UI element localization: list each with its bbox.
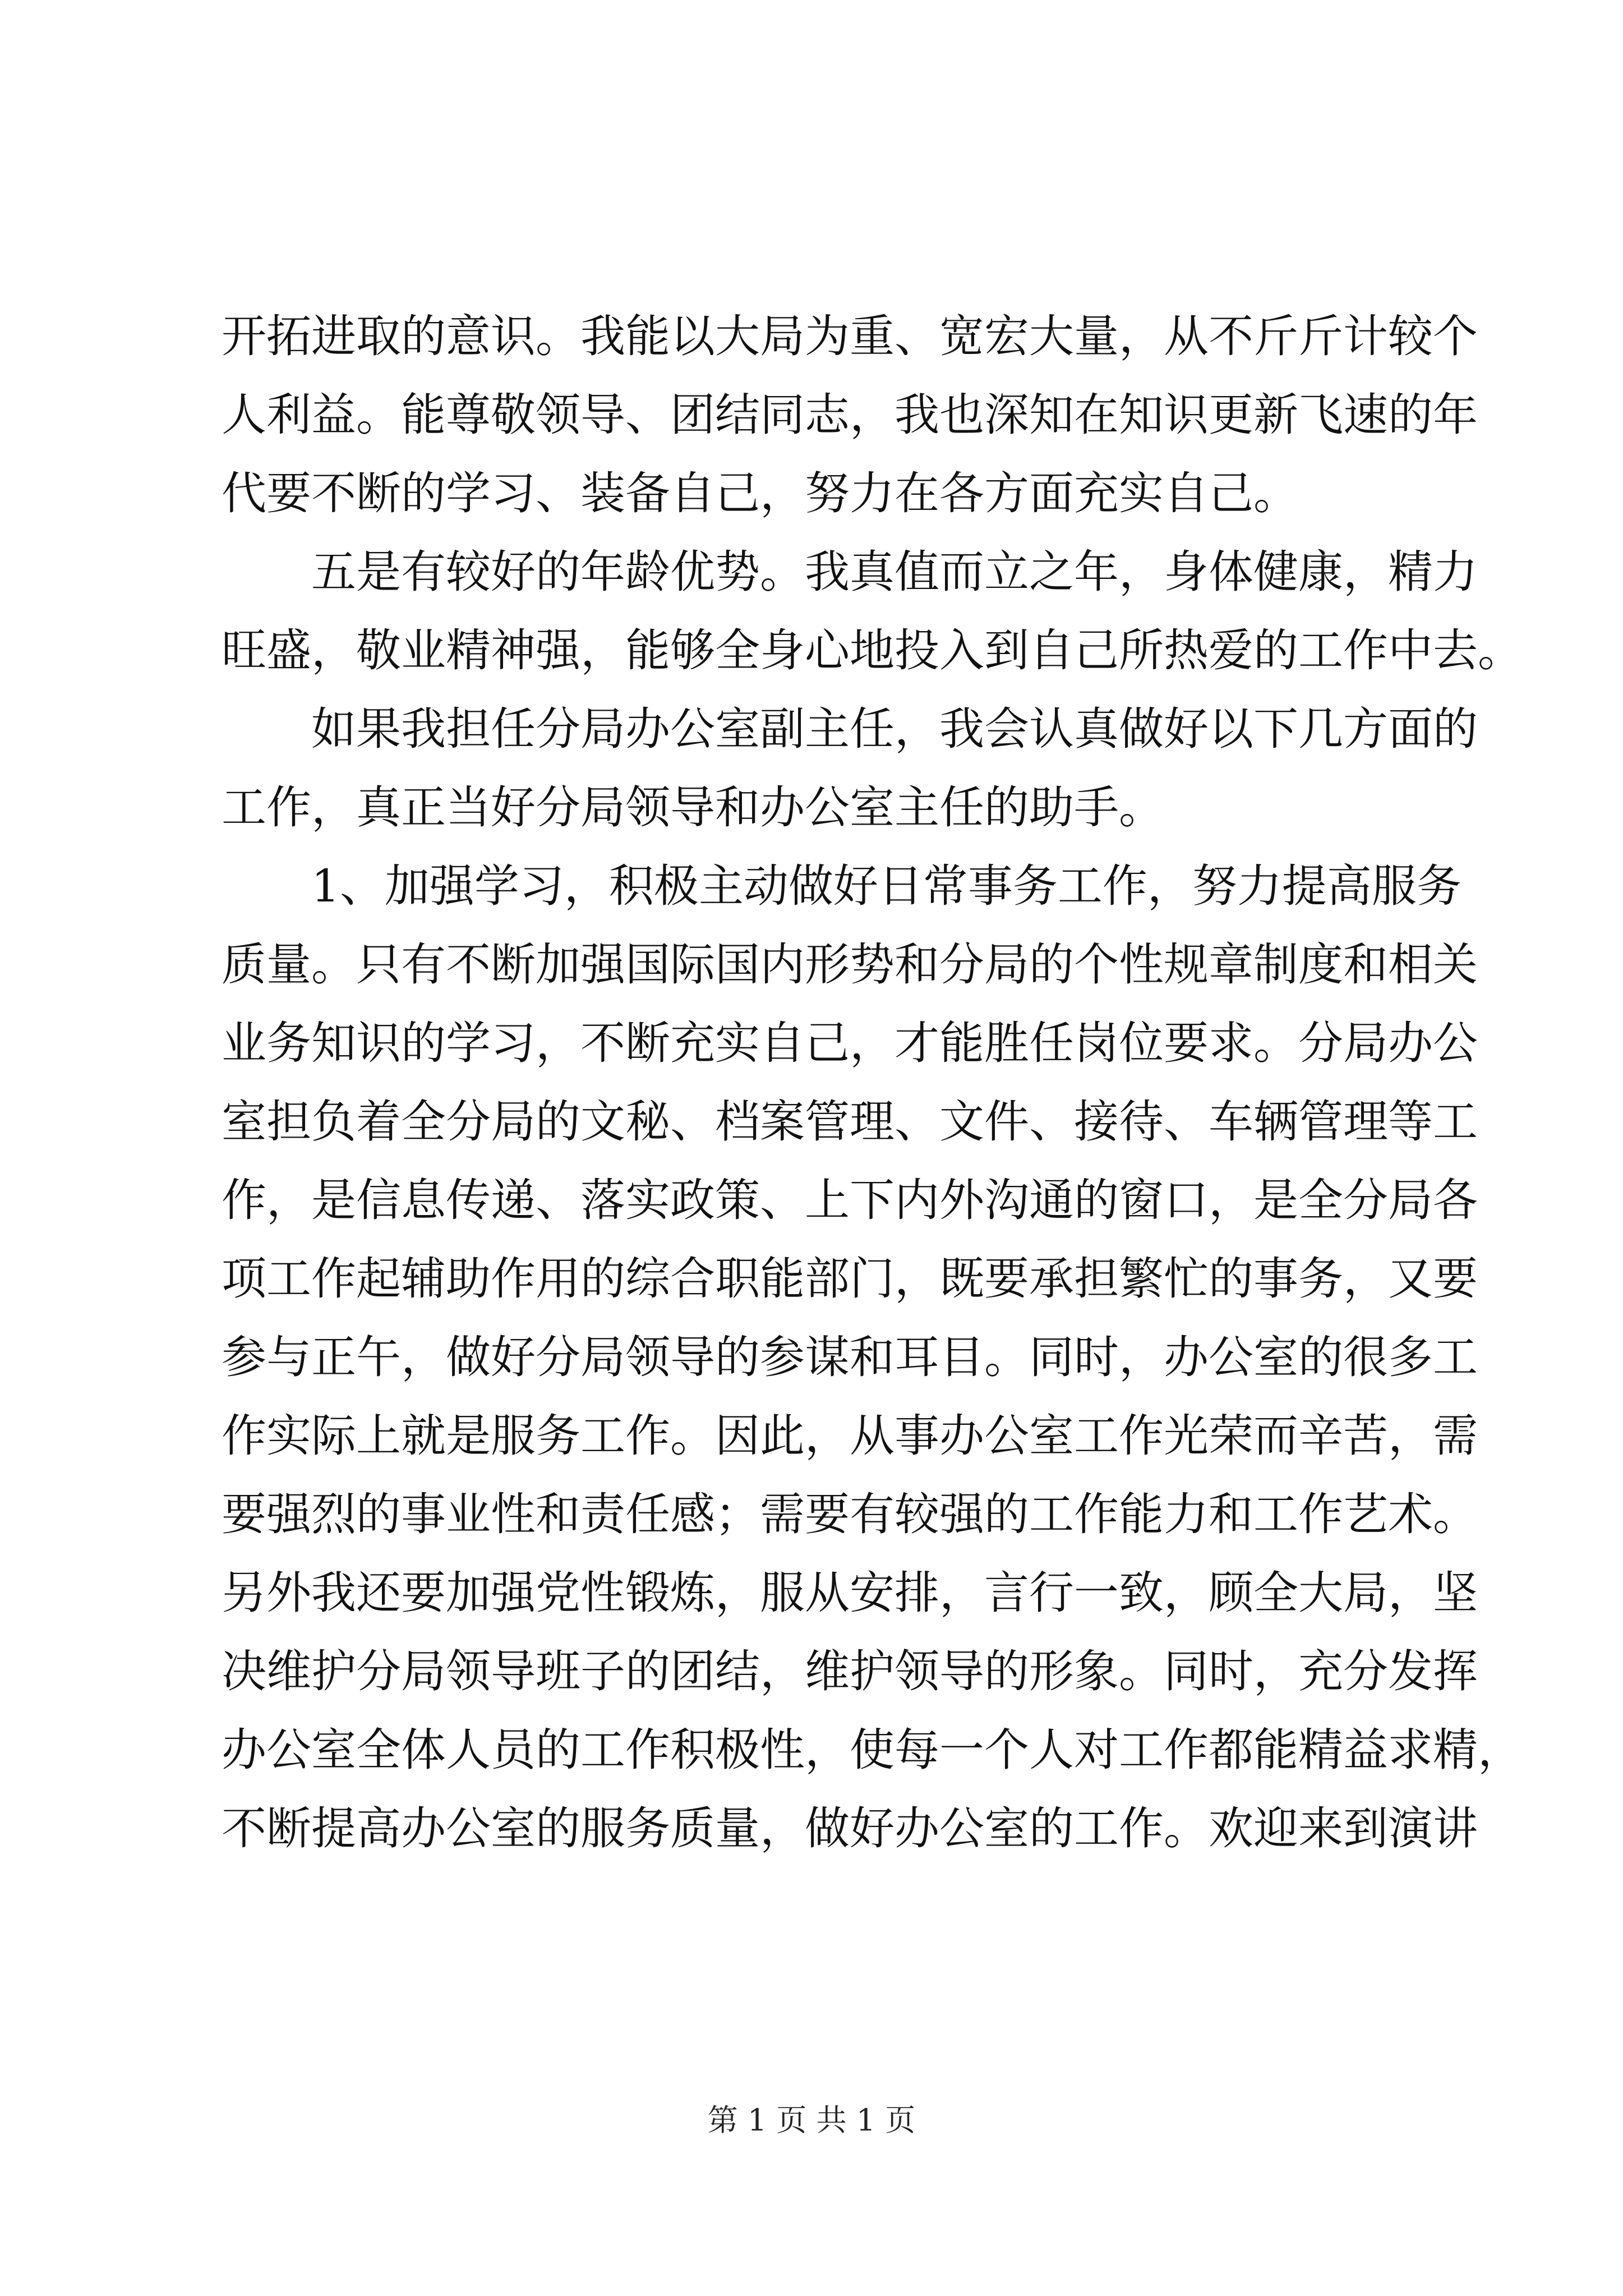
text-line-18: 决维护分局领导班子的团结，维护领导的形象。同时，充分发挥 [222,1645,1478,1697]
text-line-3: 代要不断的学习、装备自己，努力在各方面充实自己。 [222,467,1298,519]
text-line-5: 旺盛，敬业精神强，能够全身心地投入到自己所热爱的工作中去。 [222,624,1523,677]
text-line-4: 五是有较好的年龄优势。我真值而立之年，身体健康，精力 [311,546,1478,598]
text-line-17: 另外我还要加强党性锻炼，服从安排，言行一致，顾全大局，坚 [222,1567,1478,1619]
text-line-20: 不断提高办公室的服务质量，做好办公室的工作。欢迎来到演讲 [222,1802,1478,1855]
text-line-6: 如果我担任分局办公室副主任，我会认真做好以下几方面的 [311,703,1478,755]
text-line-8: 1、加强学习，积极主动做好日常事务工作，努力提高服务 [311,860,1461,912]
page-footer: 第 1 页 共 1 页 [707,2102,916,2138]
text-line-11: 室担负着全分局的文秘、档案管理、文件、接待、车辆管理等工 [222,1096,1478,1148]
text-line-16: 要强烈的事业性和责任感；需要有较强的工作能力和工作艺术。 [222,1488,1478,1540]
text-line-12: 作，是信息传递、落实政策、上下内外沟通的窗口，是全分局各 [222,1174,1478,1226]
text-line-1: 开拓进取的意识。我能以大局为重、宽宏大量，从不斤斤计较个 [222,310,1478,362]
text-line-15: 作实际上就是服务工作。因此，从事办公室工作光荣而辛苦，需 [222,1410,1478,1462]
text-line-2: 人利益。能尊敬领导、团结同志，我也深知在知识更新飞速的年 [222,389,1478,441]
text-line-19: 办公室全体人员的工作积极性，使每一个人对工作都能精益求精， [222,1724,1523,1776]
text-line-9: 质量。只有不断加强国际国内形势和分局的个性规章制度和相关 [222,938,1478,991]
text-line-13: 项工作起辅助作用的综合职能部门，既要承担繁忙的事务，又要 [222,1253,1478,1305]
text-line-10: 业务知识的学习，不断充实自己，才能胜任岗位要求。分局办公 [222,1017,1478,1069]
text-line-7: 工作，真正当好分局领导和办公室主任的助手。 [222,781,1164,834]
text-line-14: 参与正午，做好分局领导的参谋和耳目。同时，办公室的很多工 [222,1331,1478,1383]
